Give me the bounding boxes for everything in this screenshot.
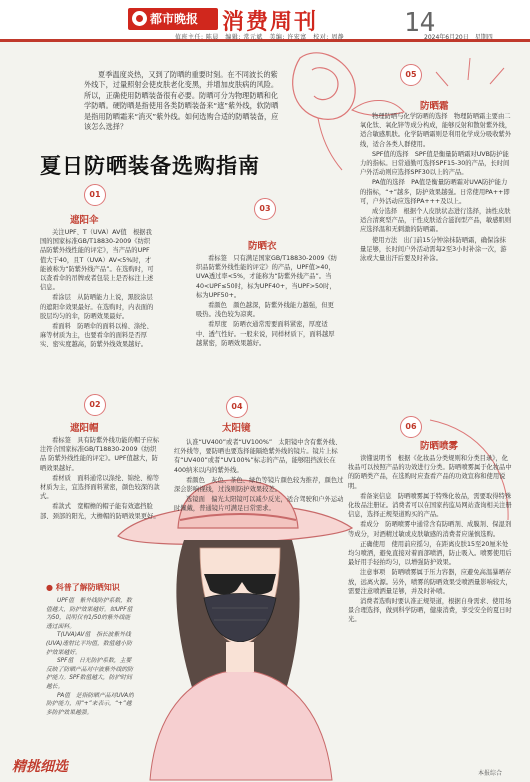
footer-brand: 精挑细选 bbox=[12, 759, 68, 775]
logo-emblem-icon bbox=[132, 11, 147, 26]
body-shirt bbox=[150, 670, 332, 780]
section-title-clothing: 防晒衣 bbox=[248, 241, 277, 252]
section-title-spray: 防晒喷雾 bbox=[420, 441, 459, 452]
tips-title: ● 科普了解防晒知识 bbox=[46, 583, 120, 592]
section-body-umbrella bbox=[40, 228, 154, 388]
paragraph: 看面料 防晒伞的面料以棉、涤纶、麻等材质为主，也要看伞的面料是否厚实、密实度越高，防紫外线效果越好。 bbox=[40, 323, 153, 349]
section-title: 消费周刊 bbox=[222, 10, 319, 35]
section-body-sunscreen bbox=[360, 112, 512, 412]
section-badge-03: 03 bbox=[254, 198, 276, 220]
paragraph: 看标签 只有满足国家GB/T18830-2009《纺织品防紫外线性能的评定》的产品，UPF值>40，UVA透过率<5%，才能称为“防紫外线产品”。当40<UPF≤50时，标为UPF40+，当UPF>50时，标为UPF50+。 bbox=[196, 255, 338, 299]
section-badge-06: 06 bbox=[400, 416, 422, 438]
paragraph: 看材质 面料通常以涤纶、锦纶、棉等材质为主，宜选择面料紧密，颜色较深的款式。 bbox=[40, 474, 160, 501]
tip-item: UPF值 紫外线防护系数，数值越大，防护效果越好。如UPF值为50，说明仅有1/50的紫外线能透过面料。 bbox=[46, 598, 133, 630]
tip-item: T(UVA)AV值 指长波紫外线(UVA)透射比平均值，数值越小防护效果越好。 bbox=[46, 632, 132, 656]
newspaper-logo bbox=[128, 8, 218, 30]
intro-paragraph: 夏季温度炎热，又到了防晒的重要时刻。在不同波长的紫外线下，过量照射会使皮肤老化变黑，并增加皮肤病的风险。所以，正确使用防晒装备很有必要。防晒可分为物理防晒和化学防晒。硬防晒是指使用各类防晒装备来“遮”紫外线，软防晒是指用防晒霜来“消灭”紫外线。如何选购合适的防晒装备，应该怎么选择？ bbox=[84, 70, 279, 132]
paragraph: 成分选择 根据个人皮肤状态进行选择，油性皮肤适合清爽型产品，干性皮肤适合滋润型产品，敏感肌则应选择温和无刺激的防晒霜。 bbox=[360, 208, 512, 234]
section-badge-01: 01 bbox=[84, 184, 106, 206]
publication-date: 2024年6月20日 星期四 bbox=[424, 34, 493, 41]
section-body-sunhat bbox=[40, 436, 162, 576]
paragraph: 使用方法 出门前15分钟涂抹防晒霜，确保涂抹量足够，长时间户外活动需每2至3小时补涂一次，游泳或大量出汗后要及时补涂。 bbox=[360, 236, 507, 263]
paragraph: 看颜色 颜色越深，防紫外线能力越强，但更吸热。浅色较为凉爽。 bbox=[196, 302, 334, 319]
sun-rays-outline bbox=[436, 58, 504, 86]
paragraph: 看厚度 防晒衣通常需要面料紧密，厚度适中、透气性好。一般来说，同样材质下，面料越厚越紧密，防晒效果越好。 bbox=[196, 321, 335, 347]
paragraph: 看备案信息 防晒喷雾属于特殊化妆品，需要取得特殊化妆品注册证。消费者可以在国家药监局网站查询相关注册信息，选择正规渠道购买的产品。 bbox=[348, 492, 512, 519]
stem-outline bbox=[318, 118, 342, 170]
tips-body bbox=[46, 597, 134, 755]
paragraph: 消费者选购时要认准正规渠道，根据自身需求、使用场景合理选择，做到科学防晒，健康消费，享受安全的夏日时光。 bbox=[348, 598, 512, 624]
editorial-credits: 值班主任: 陈晨 编辑: 常元斌 美编: 许宏富 校对: 周静 bbox=[175, 34, 345, 41]
paragraph: 看颜色 灰色、茶色、绿色等镜片颜色较为推荐，颜色过深会影响视线，过浅则防护效果较差。 bbox=[174, 476, 344, 494]
paragraph: 看涂层 从防晒能力上说，黑胶涂层的遮阳伞效果最好。在选购时，内表面的胶层均匀的伞，防晒效果最好。 bbox=[40, 294, 154, 320]
tip-item: PA值 是指防晒产品对UVA的防护能力，用“+”来表示，“+”越多防护效果越强。 bbox=[46, 692, 134, 716]
paragraph: 看标签 具有防紫外线功能的帽子应标注符合国家标准GB/T18830-2009《纺织品 防紫外线性能的评定》。UPF值越大，防晒效果越好。 bbox=[40, 437, 160, 472]
paragraph: 注意事项 防晒喷雾属于压力容器，应避免高温暴晒存放，远离火源。另外，喷雾的防晒效果受喷洒量影响较大，需要注意喷洒量足够，并及时补喷。 bbox=[348, 569, 512, 595]
section-body-spray bbox=[348, 454, 512, 762]
paragraph: 看款式 宽帽檐的帽子能有效遮挡脸部、颈部的阳光，大檐帽的防晒效果更好。 bbox=[40, 503, 160, 520]
section-body-clothing bbox=[196, 254, 338, 394]
paragraph: 选镜面 偏光太阳镜可以减少反光，适合驾驶和户外运动时佩戴，普通镜片可满足日常需求。 bbox=[174, 496, 344, 513]
masthead bbox=[0, 0, 530, 42]
neck bbox=[226, 642, 254, 672]
logo-text: 都市晚报 bbox=[150, 12, 199, 26]
rose-outline bbox=[293, 53, 356, 120]
section-title-sunhat: 遮阳帽 bbox=[70, 423, 99, 434]
paragraph: PA值的选择 PA值是衡量防晒霜对UVA防护能力的指标，“+”越多，防护效果越强。日常使用PA++即可，户外活动应选择PA+++及以上。 bbox=[360, 179, 510, 205]
section-badge-04: 04 bbox=[226, 396, 248, 418]
section-title-umbrella: 遮阳伞 bbox=[70, 215, 99, 226]
paragraph: 关注UPF、T（UVA）AV值 根据我国的国家标准GB/T18830-2009《纺织品防紫外线性能的评定》，当产品的UPF值大于40，且T（UVA）AV<5%时，才能被称为“防紫外线产品”。在选购时，可以查看伞的吊牌或者包装上是否标注上述信息。 bbox=[40, 229, 154, 292]
paragraph: 正确使用 使用前应摇匀，在距离皮肤15至20厘米处均匀喷洒，避免直接对着面部喷洒，防止吸入。喷雾使用后最好用手轻拍均匀，以增强防护效果。 bbox=[348, 540, 512, 567]
source-credit: 本报综合 bbox=[478, 770, 503, 777]
section-body-sunglasses bbox=[174, 438, 344, 526]
page-number: 14 bbox=[404, 8, 436, 38]
paragraph: 看成分 防晒喷雾中通常含有防晒剂、成膜剂、保湿剂等成分，对酒精过敏或皮肤敏感的消费者应谨慎选购。 bbox=[348, 521, 512, 538]
section-badge-05: 05 bbox=[400, 64, 422, 86]
paragraph: 读懂说明书 根据《化妆品分类规则和分类目录》，化妆品可以按照产品的功效进行分类。防晒喷雾属于化妆品中的防晒类产品，在选购时应查看产品的功效宣称和使用说明。 bbox=[348, 455, 512, 490]
section-badge-02: 02 bbox=[84, 394, 106, 416]
paragraph: 物理防晒与化学防晒的选择 物理防晒霜主要由二氧化钛、氧化锌等成分构成，能够反射和散射紫外线，适合敏感肌肤。化学防晒霜则是利用化学成分吸收紫外线，适合各类人群使用。 bbox=[360, 113, 512, 148]
paragraph: 认准“UV400”或者“UV100%” 太阳镜中含有紫外线、红外线等，要防晒也要选择能隔绝紫外线的镜片。镜片上标有“UV400”或者“UV100%”标志的产品，能够阻挡波长在400纳米以内的紫外线。 bbox=[174, 439, 342, 474]
page-headline: 夏日防晒装备选购指南 bbox=[40, 154, 260, 178]
section-title-sunscreen: 防晒霜 bbox=[420, 101, 449, 112]
section-title-sunglasses: 太阳镜 bbox=[222, 423, 251, 434]
paragraph: SPF值的选择 SPF值是衡量防晒霜对UVB防护能力的指标。日常通勤可选择SPF15-30的产品，长时间户外活动则应选择SPF30以上的产品。 bbox=[360, 150, 510, 177]
tip-item: SPF值 日光防护系数，主要反映了防晒产品对中波紫外线的防护能力。SPF数值越大，防护时间越长。 bbox=[46, 658, 133, 690]
